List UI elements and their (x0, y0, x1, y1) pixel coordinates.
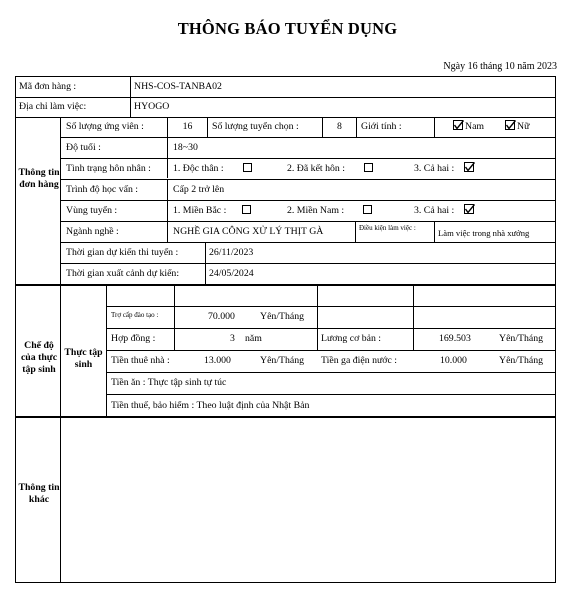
female-checkbox[interactable] (505, 120, 516, 130)
contract-unit: năm (245, 333, 262, 344)
salary-unit: Yên/Tháng (499, 333, 544, 344)
section-other-info: Thông tin khác (18, 482, 60, 505)
col-divider (167, 179, 168, 242)
col-divider (167, 158, 168, 178)
col-divider (434, 117, 435, 138)
rent-value: 13.000 (204, 355, 231, 366)
col-divider (174, 286, 175, 350)
row-divider (16, 284, 555, 286)
salary-value: 169.503 (439, 333, 471, 344)
row-divider (60, 221, 555, 222)
allowance-unit: Yên/Tháng (260, 311, 305, 322)
salary-label: Lương cơ bản : (321, 333, 382, 344)
male-label: Nam (465, 121, 485, 132)
trainee-label: Thực tập sinh (64, 347, 103, 370)
marital-label: Tình trạng hôn nhân : (66, 163, 151, 174)
row-divider (16, 97, 555, 98)
exam-date-value: 26/11/2023 (209, 247, 254, 258)
utilities-value: 10.000 (440, 355, 467, 366)
conditions-label: Điều kiện làm việc : (359, 224, 416, 232)
utilities-label: Tiền ga điện nước : (321, 355, 397, 366)
marital-single-checkbox[interactable] (243, 163, 252, 172)
marital-both-checkbox[interactable] (464, 162, 475, 172)
region-option-north: 1. Miền Bắc : (173, 205, 227, 216)
education-label: Trình độ học vấn : (66, 184, 139, 195)
row-divider (60, 137, 555, 138)
col-divider (106, 286, 107, 416)
conditions-value: Làm việc trong nhà xưởng (438, 228, 530, 238)
row-divider (60, 200, 555, 201)
marital-option-both: 3. Cả hai : (414, 163, 455, 174)
allowance-label: Trợ cấp đào tạo : (111, 311, 159, 319)
marital-married-checkbox[interactable] (364, 163, 373, 172)
col-divider (205, 242, 206, 285)
contract-label: Hợp đồng : (111, 333, 156, 344)
age-value: 18~30 (173, 142, 198, 153)
section-order-info: Thông tin đơn hàng (18, 167, 60, 190)
row-divider (60, 242, 555, 243)
recruitment-form (15, 76, 556, 583)
row-divider (60, 179, 555, 180)
section-benefits: Chế độ của thực tập sinh (20, 340, 58, 375)
female-label: Nữ (517, 121, 530, 132)
marital-option-married: 2. Đã kết hôn : (287, 163, 345, 174)
region-both-checkbox[interactable] (464, 204, 475, 214)
rent-unit: Yên/Tháng (260, 355, 305, 366)
food-cost-text: Tiền ăn : Thực tập sinh tự túc (111, 377, 227, 388)
selected-value: 8 (337, 121, 342, 132)
row-divider (106, 350, 555, 351)
rent-label: Tiền thuê nhà : (111, 355, 170, 366)
col-divider (356, 117, 357, 138)
row-divider (106, 372, 555, 373)
region-option-south: 2. Miền Nam : (287, 205, 345, 216)
work-location-value: HYOGO (134, 101, 170, 112)
allowance-value: 70.000 (208, 311, 235, 322)
page-title: THÔNG BÁO TUYỂN DỤNG (177, 19, 398, 38)
row-divider (106, 394, 555, 395)
col-divider (317, 286, 318, 350)
col-divider (413, 286, 414, 350)
job-label: Ngành nghề : (66, 226, 119, 237)
candidates-label: Số lượng ứng viên : (66, 121, 144, 132)
candidates-value: 16 (182, 121, 193, 132)
exam-date-label: Thời gian dự kiến thi tuyển : (66, 247, 179, 258)
utilities-unit: Yên/Tháng (499, 355, 544, 366)
row-divider (16, 416, 555, 418)
row-divider (60, 263, 555, 264)
col-divider (207, 117, 208, 138)
education-value: Cấp 2 trở lên (173, 184, 225, 195)
selected-label: Số lượng tuyển chọn : (212, 121, 299, 132)
gender-label: Giới tính : (361, 121, 402, 132)
col-divider (434, 221, 435, 242)
order-code-value: NHS-COS-TANBA02 (134, 81, 222, 92)
contract-value: 3 (230, 333, 235, 344)
col-divider (355, 221, 356, 242)
order-code-label: Mã đơn hàng : (19, 81, 77, 92)
marital-option-single: 1. Độc thân : (173, 163, 224, 174)
notice-date: Ngày 16 tháng 10 năm 2023 (443, 61, 557, 72)
row-divider (60, 158, 555, 159)
row-divider (16, 117, 555, 118)
male-checkbox[interactable] (453, 120, 464, 130)
departure-date-value: 24/05/2024 (209, 268, 254, 279)
work-location-label: Địa chỉ làm việc: (19, 101, 87, 112)
departure-date-label: Thời gian xuất cảnh dự kiến: (66, 268, 180, 279)
col-divider (130, 77, 131, 117)
age-label: Độ tuổi : (66, 142, 101, 153)
region-north-checkbox[interactable] (242, 205, 251, 214)
job-value: NGHỀ GIA CÔNG XỬ LÝ THỊT GÀ (173, 226, 324, 237)
tax-insurance-text: Tiền thuế, bảo hiểm : Theo luật định của Nhật Bản (111, 400, 310, 411)
col-divider (60, 418, 61, 582)
region-label: Vùng tuyển : (66, 205, 118, 216)
col-divider (60, 117, 61, 285)
region-option-both: 3. Cả hai : (414, 205, 455, 216)
region-south-checkbox[interactable] (363, 205, 372, 214)
